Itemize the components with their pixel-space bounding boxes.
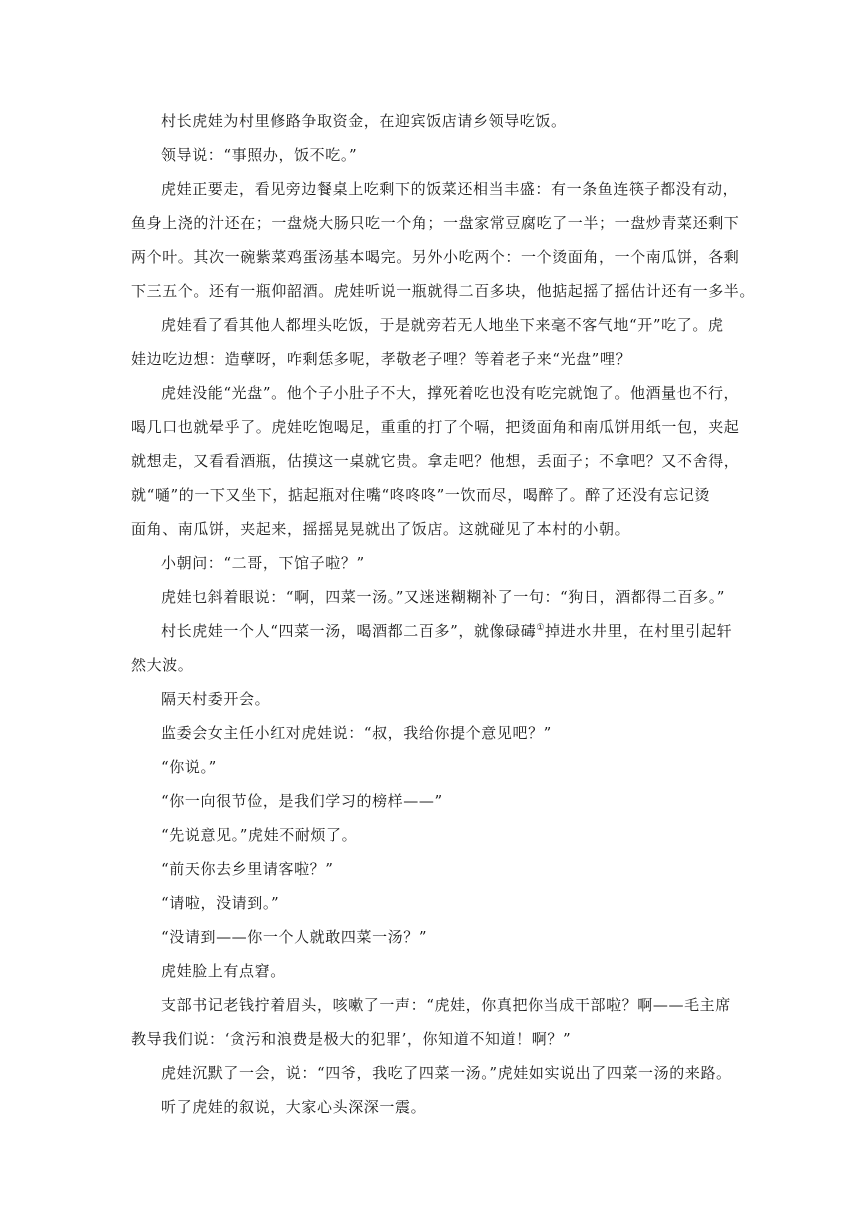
text-line: “请啦，没请到。” — [161, 894, 280, 912]
text-line: 虎娃正要走，看见旁边餐桌上吃剩下的饭菜还相当丰盛：有一条鱼连筷子都没有动， — [161, 180, 739, 198]
text-line: 两个叶。其次一碗紫菜鸡蛋汤基本喝完。另外小吃两个：一个烫面角，一个南瓜饼，各剩 — [131, 248, 740, 266]
text-line: 领导说：“事照办，饭不吃。” — [161, 146, 358, 164]
paragraph — [131, 580, 741, 614]
paragraph — [131, 818, 741, 852]
text-line: 虎娃看了看其他人都埋头吃饭，于是就旁若无人地坐下来毫不客气地“开”吃了。虎 — [161, 316, 724, 334]
paragraph — [131, 546, 741, 580]
footnote-marker: ① — [536, 623, 546, 633]
text-line: 虎娃乜斜着眼说：“啊，四菜一汤。”又迷迷糊糊补了一句：“狗日，酒都得二百多。” — [161, 588, 726, 606]
text-line: 然大波。 — [131, 656, 194, 674]
text-line: 村长虎娃一个人“四菜一汤，喝酒都二百多”，就像碌碡①掉进水井里，在村里引起轩 — [161, 622, 733, 640]
paragraph — [131, 784, 741, 818]
paragraph — [131, 1090, 741, 1124]
paragraph — [131, 138, 741, 172]
text-line: 鱼身上浇的汁还在；一盘烧大肠只吃一个角；一盘家常豆腐吃了一半；一盘炒青菜还剩下 — [131, 214, 740, 232]
paragraph — [131, 614, 741, 682]
text-line: “前天你去乡里请客啦？” — [161, 860, 334, 878]
text-line: 娃边吃边想：造孽呀，咋剩恁多呢，孝敬老子哩？等着老子来“光盘”哩？ — [131, 350, 632, 368]
paragraph — [131, 172, 756, 308]
paragraph — [131, 954, 741, 988]
text-line: 村长虎娃为村里修路争取资金，在迎宾饭店请乡领导吃饭。 — [161, 112, 567, 130]
story-text — [131, 104, 756, 1124]
text-line: 支部书记老钱拧着眉头，咳嗽了一声：“虎娃，你真把你当成干部啦？啊——毛主席 — [161, 996, 731, 1014]
text-line: “你说。” — [161, 758, 217, 776]
text-line: “没请到——你一个人就敢四菜一汤？” — [161, 928, 428, 946]
text-line: 面角、南瓜饼，夹起来，摇摇晃晃就出了饭店。这就碰见了本村的小朝。 — [131, 520, 631, 538]
text-line: 虎娃没能“光盘”。他个子小肚子不大，撑死着吃也没有吃完就饱了。他酒量也不行， — [161, 384, 740, 402]
paragraph — [131, 376, 741, 546]
text-line: 小朝问：“二哥，下馆子啦？” — [161, 554, 365, 572]
paragraph — [131, 920, 741, 954]
text-line: 喝几口也就晕乎了。虎娃吃饱喝足，重重的打了个嗝，把烫面角和南瓜饼用纸一包，夹起 — [131, 418, 740, 436]
text-line: “先说意见。”虎娃不耐烦了。 — [161, 826, 358, 844]
paragraph — [131, 1056, 741, 1090]
paragraph — [131, 852, 741, 886]
text-line: 隔天村委开会。 — [161, 690, 271, 708]
paragraph — [131, 682, 741, 716]
text-line: 教导我们说：‘贪污和浪费是极大的犯罪’，你知道不知道！啊？” — [131, 1030, 572, 1048]
paragraph — [131, 750, 741, 784]
text-line: 虎娃脸上有点窘。 — [161, 962, 286, 980]
paragraph — [131, 104, 741, 138]
text-line: 虎娃沉默了一会，说：“四爷，我吃了四菜一汤。”虎娃如实说出了四菜一汤的来路。 — [161, 1064, 732, 1082]
text-line: 监委会女主任小红对虎娃说：“叔，我给你提个意见吧？” — [161, 724, 552, 742]
paragraph — [131, 988, 741, 1056]
paragraph — [131, 716, 741, 750]
paragraph — [131, 308, 741, 376]
paragraph — [131, 886, 741, 920]
text-line: 就想走，又看看酒瓶，估摸这一桌就它贵。拿走吧？他想，丢面子；不拿吧？又不舍得， — [131, 452, 740, 470]
text-line: 下三五个。还有一瓶仰韶酒。虎娃听说一瓶就得二百多块，他掂起摇了摇估计还有一多半。 — [131, 282, 756, 300]
text-line: 就“嗵”的一下又坐下，掂起瓶对住嘴“咚咚咚”一饮而尽，喝醉了。醉了还没有忘记烫 — [131, 486, 711, 504]
text-line: 听了虎娃的叙说，大家心头深深一震。 — [161, 1098, 427, 1116]
text-line: “你一向很节俭，是我们学习的榜样——” — [161, 792, 443, 810]
